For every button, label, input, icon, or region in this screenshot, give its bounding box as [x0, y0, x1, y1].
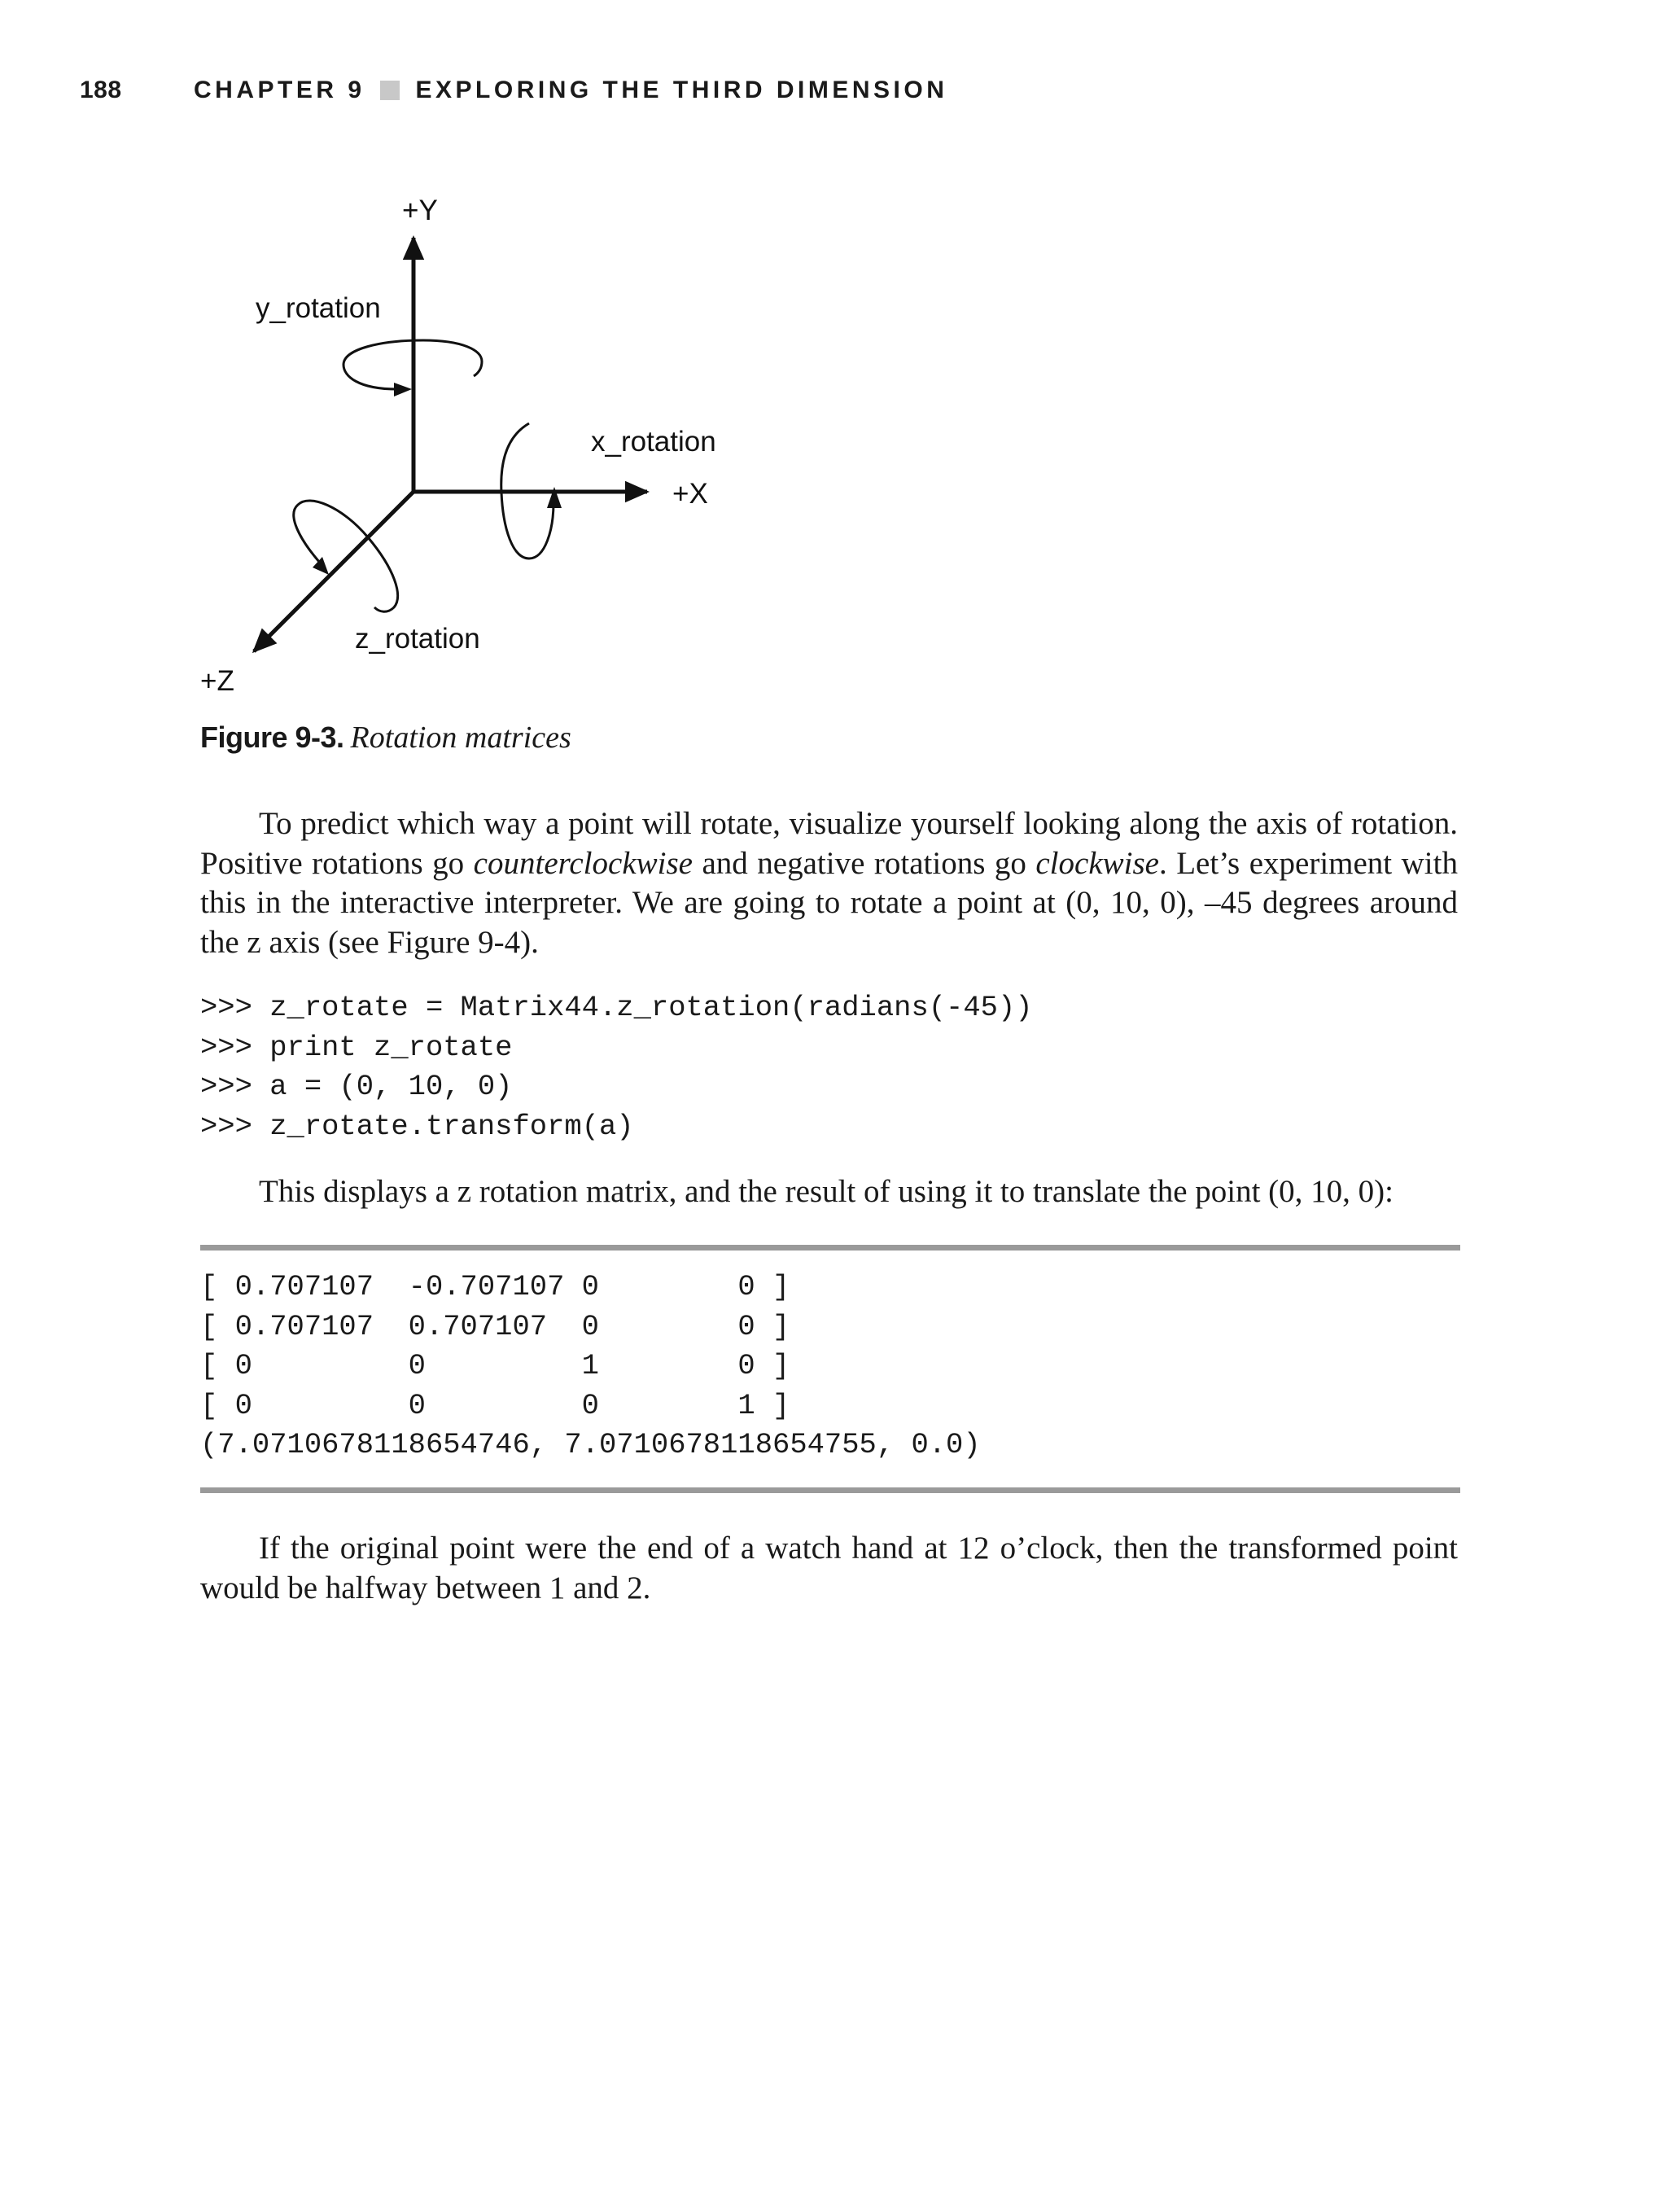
para2-text: This displays a z rotation matrix, and the result of using it to translate the point (0, 10, 0): — [259, 1174, 1394, 1209]
plus-y-label: +Y — [402, 195, 438, 226]
rotation-axes-figure — [0, 0, 1667, 716]
matrix-row: [ 0 0 1 0 ] — [200, 1349, 790, 1382]
figure-number: Figure 9-3. — [200, 721, 344, 754]
code-listing — [200, 988, 1033, 1146]
matrix-row: [ 0.707107 -0.707107 0 0 ] — [200, 1270, 790, 1303]
code-line: >>> z_rotate.transform(a) — [200, 1109, 634, 1143]
figure-caption — [200, 720, 571, 756]
y-rotation-label: y_rotation — [256, 292, 381, 324]
figure-caption-text: Rotation matrices — [350, 721, 571, 755]
transform-result: (7.0710678118654746, 7.0710678118654755, 0.0) — [200, 1428, 981, 1461]
chapter-label: CHAPTER 9 — [194, 77, 365, 103]
z-rotation-label: z_rotation — [355, 623, 480, 655]
code-line: >>> a = (0, 10, 0) — [200, 1070, 513, 1103]
para1-emph-clockwise: clockwise — [1035, 845, 1159, 881]
paragraph-displays-matrix — [200, 1172, 1458, 1212]
plus-z-label: +Z — [200, 665, 234, 697]
plus-x-label: +X — [672, 478, 708, 510]
z-rotation-arrowhead — [313, 557, 329, 575]
para1-text-b: and negative rotations go — [692, 845, 1036, 881]
paragraph-rotation-direction — [200, 804, 1458, 962]
code-line: >>> z_rotate = Matrix44.z_rotation(radians(-45)) — [200, 991, 1033, 1024]
paragraph-watch-hand — [200, 1529, 1458, 1608]
code-line: >>> print z_rotate — [200, 1030, 513, 1064]
page-number: 188 — [80, 77, 122, 103]
output-bottom-rule — [200, 1487, 1460, 1493]
output-top-rule — [200, 1245, 1460, 1251]
y-rotation-arrowhead — [394, 383, 412, 396]
matrix-row: [ 0.707107 0.707107 0 0 ] — [200, 1309, 790, 1343]
interpreter-output — [200, 1268, 981, 1465]
para1-text-c: . Let’s experiment with this in the interactive interpreter. We are going to rotate a point at (0, 10, 0), –45 degrees around the z axis (see Figure 9-4). — [200, 845, 1458, 960]
matrix-row: [ 0 0 0 1 ] — [200, 1388, 790, 1422]
x-rotation-label: x_rotation — [591, 426, 716, 458]
para3-text: If the original point were the end of a watch hand at 12 o’clock, then the transformed point would be halfway between 1 and 2. — [200, 1531, 1458, 1605]
chapter-title: EXPLORING THE THIRD DIMENSION — [415, 77, 948, 103]
para1-emph-counterclockwise: counterclockwise — [473, 845, 693, 881]
para1-text-a: To predict which way a point will rotate, visualize yourself looking along the axis of rotation. Positive rotations go — [200, 806, 1458, 881]
